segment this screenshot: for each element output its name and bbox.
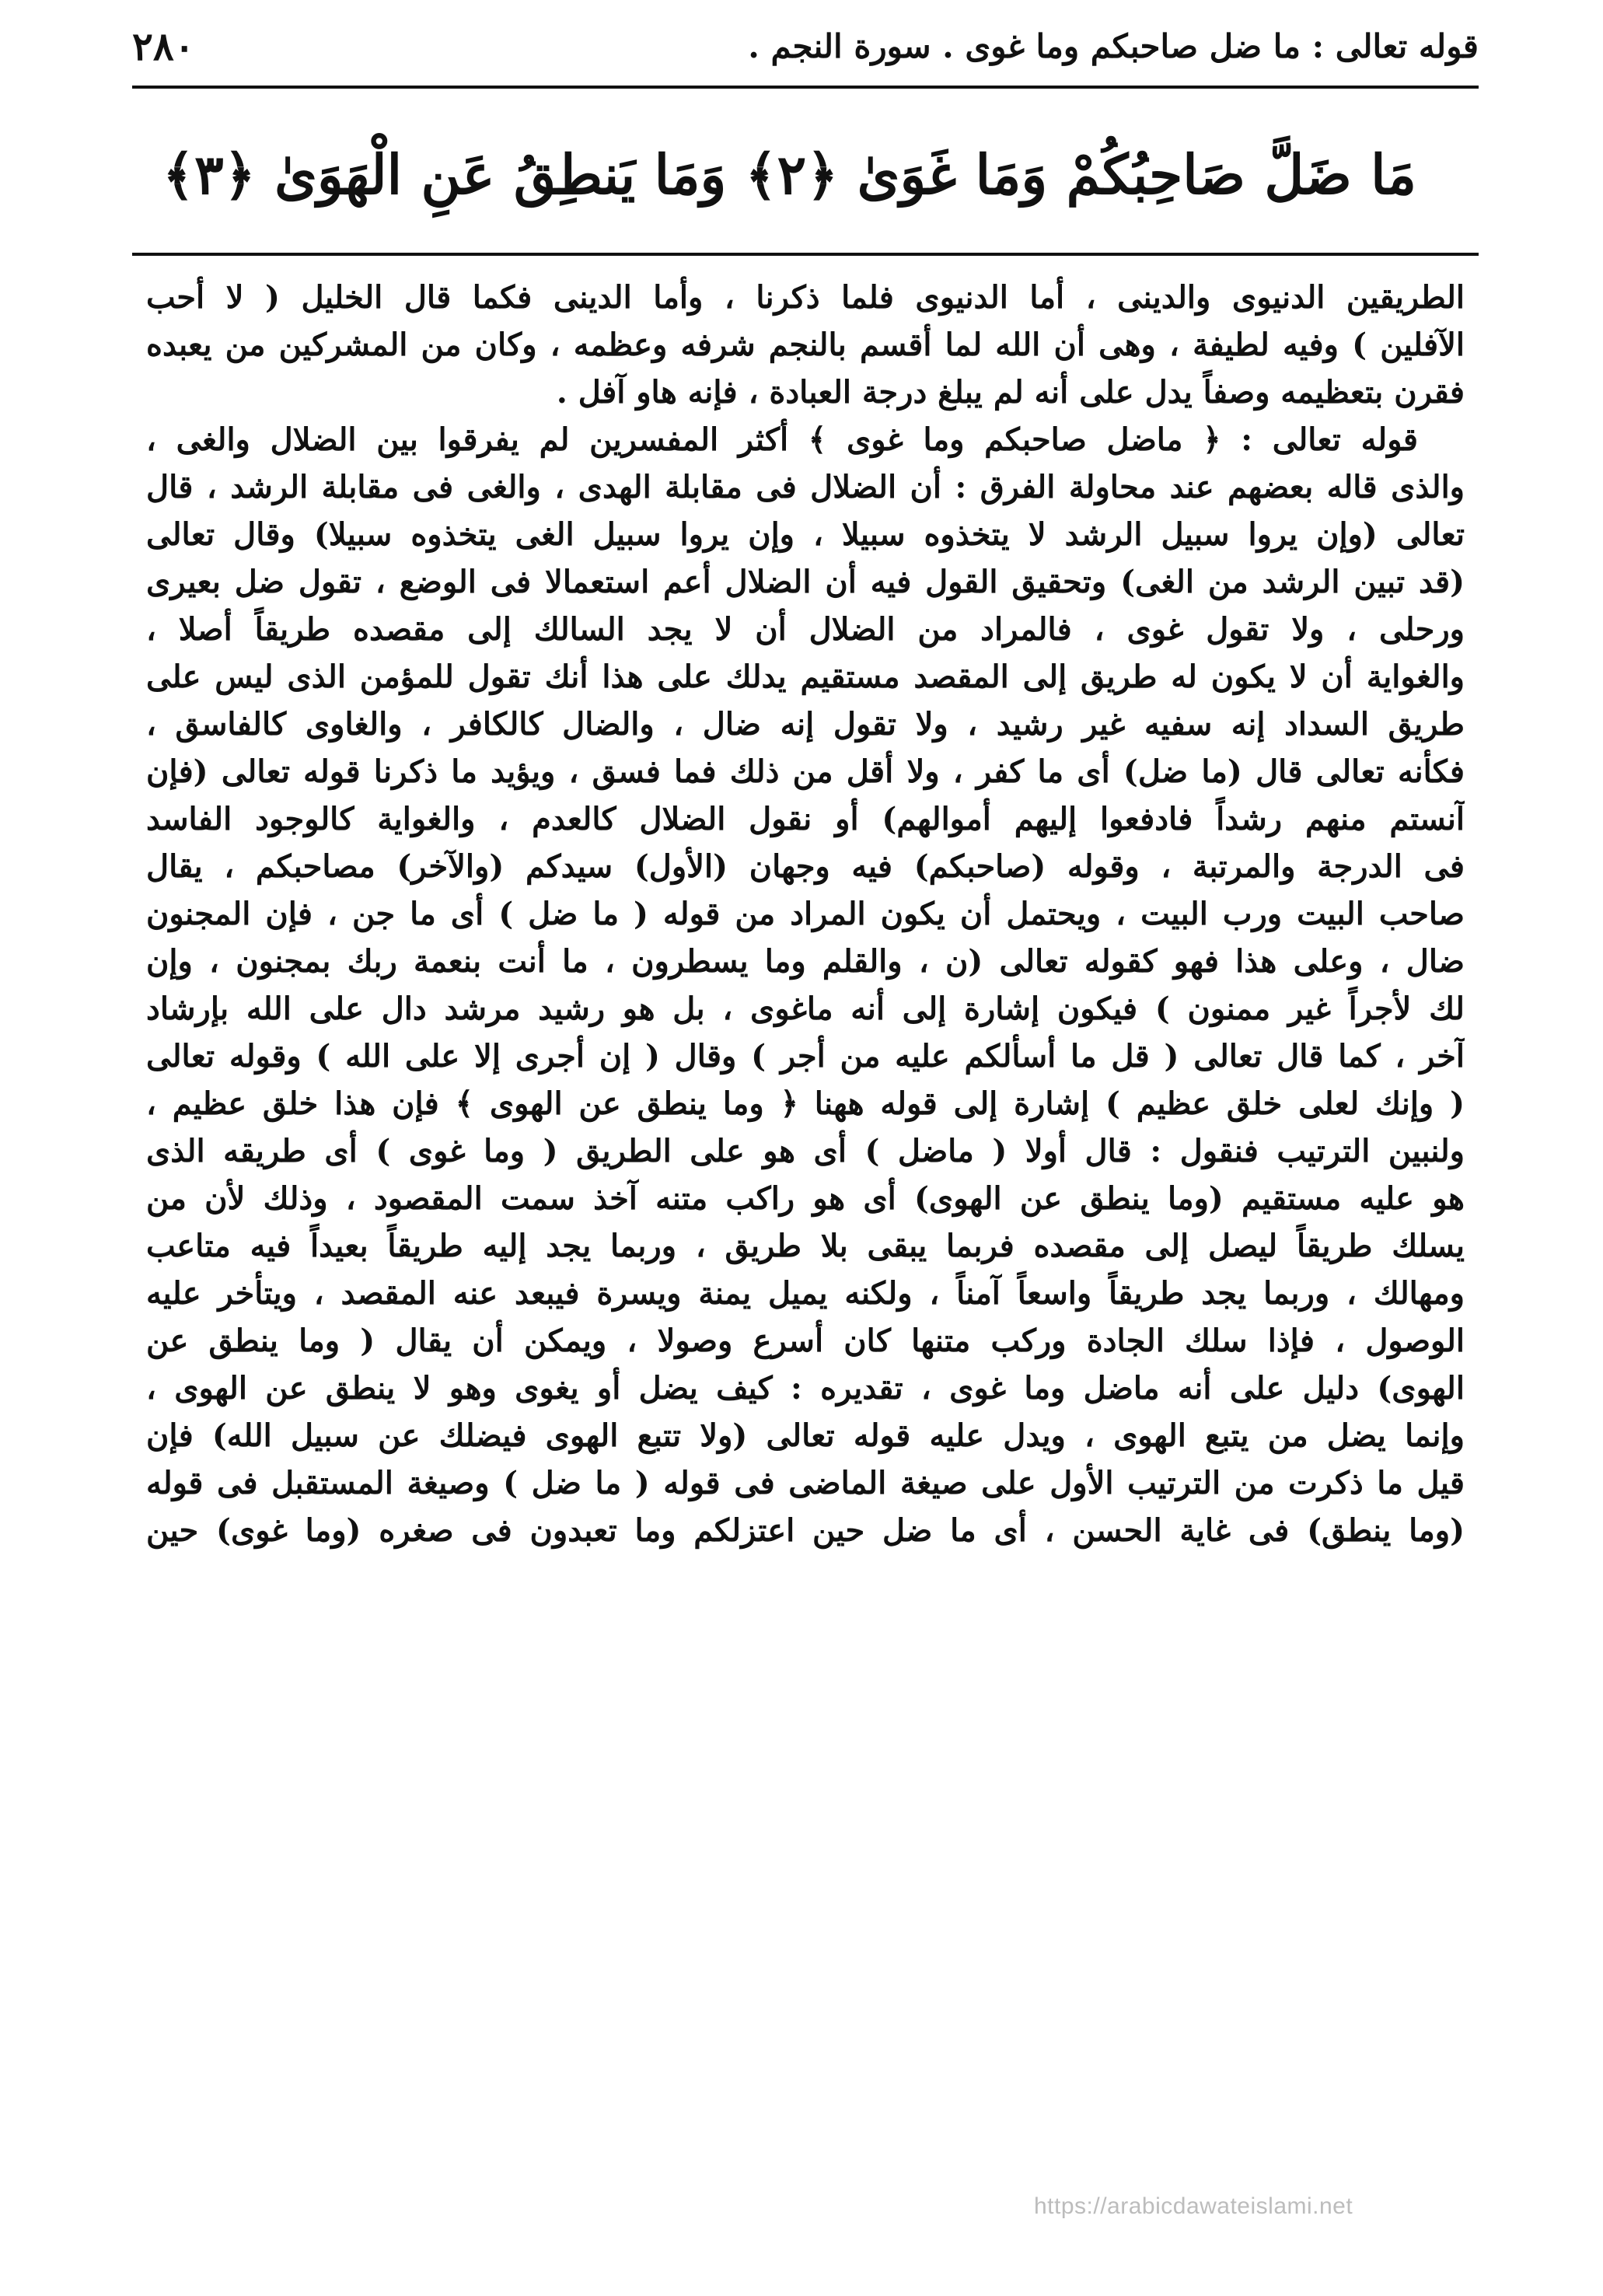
text-line: فقرن بتعظيمه وصفاً يدل على أنه لم يبلغ درجة العبادة ، فإنه هاو آفل . — [556, 374, 1465, 411]
running-head — [132, 23, 1479, 70]
text-line: ومهالك ، وربما يجد طريقاً واسعاً آمناً ، ولكنه يميل يمنة ويسرة فيبعد عنه المقصد ، ويتأخر عليه — [146, 1275, 1465, 1312]
text-line: قيل ما ذكرت من الترتيب الأول على صيغة الماضى فى قوله ( ما ضل ) وصيغة المستقبل فى قوله — [146, 1465, 1465, 1501]
text-line: الطريقين الدنيوى والدينى ، أما الدنيوى فلما ذكرنا ، وأما الدينى فكما قال الخليل ( لا أحب — [146, 279, 1465, 316]
text-line: وإنما يضل من يتبع الهوى ، ويدل عليه قوله تعالى (ولا تتبع الهوى فيضلك عن سبيل الله) فإن — [146, 1417, 1465, 1454]
page-number: ٢٨٠ — [132, 23, 195, 69]
running-head-title: قوله تعالى : ما ضل صاحبكم وما غوى . سورة النجم . — [748, 27, 1479, 65]
text-line: (قد تبين الرشد من الغى) وتحقيق القول فيه أن الضلال أعم استعمالا فى الوضع ، تقول ضل بعيرى — [146, 564, 1465, 600]
text-line: الوصول ، فإذا سلك الجادة وركب متنها كان أسرع وصولا ، ويمكن أن يقال ( وما ينطق عن — [146, 1323, 1465, 1359]
text-line: آنستم منهم رشداً فادفعوا إليهم أموالهم) أو نقول الضلال كالعدم ، والغواية كالوجود الفاسد — [146, 801, 1465, 837]
verse-rule — [132, 253, 1479, 256]
text-line: يسلك طريقاً ليصل إلى مقصده فربما يبقى بلا طريق ، وربما يجد إليه طريقاً بعيداً فيه متاعب — [146, 1228, 1465, 1264]
text-line: لك لأجراً غير ممنون ) فيكون إشارة إلى أنه ماغوى ، بل هو رشيد مرشد دال على الله بإرشاد — [146, 991, 1465, 1027]
text-line: آخر ، كما قال تعالى ( قل ما أسألكم عليه من أجر ) وقال ( إن أجرى إلا على الله ) وقوله تعالى — [146, 1038, 1465, 1075]
text-line: ورحلى ، ولا تقول غوى ، فالمراد من الضلال أن لا يجد السالك إلى مقصده طريقاً أصلا ، — [146, 611, 1465, 648]
text-line: ضال ، وعلى هذا فهو كقوله تعالى (ن ، والقلم وما يسطرون ، ما أنت بنعمة ربك بمجنون ، وإن — [146, 943, 1465, 980]
text-line: ولنبين الترتيب فنقول : قال أولا ( ماضل ) أى هو على الطريق ( وما غوى ) أى طريقه الذى — [146, 1133, 1465, 1169]
text-line: الهوى) دليل على أنه ماضل وما غوى ، تقديره : كيف يضل أو يغوى وهو لا ينطق عن الهوى ، — [146, 1370, 1465, 1407]
text-line: قوله تعالى : ﴿ ماضل صاحبكم وما غوى ﴾ أكثر المفسرين لم يفرقوا بين الضلال والغى ، — [146, 421, 1418, 458]
text-line: والذى قاله بعضهم عند محاولة الفرق : أن الضلال فى مقابلة الهدى ، والغى فى مقابلة الرشد ، قال — [146, 469, 1465, 505]
commentary-body — [146, 274, 1465, 1554]
text-line: طريق السداد إنه سفيه غير رشيد ، ولا تقول إنه ضال ، والضال كالكافر ، والغاوى كالفاسق ، — [146, 706, 1465, 743]
text-line: تعالى (وإن يروا سبيل الرشد لا يتخذوه سبيلا ، وإن يروا سبيل الغى يتخذوه سبيلا) وقال تعالى — [146, 516, 1465, 553]
text-line: فكأنه تعالى قال (ما ضل) أى ما كفر ، ولا أقل من ذلك فما فسق ، ويؤيد ما ذكرنا قوله تعالى (فإن — [146, 753, 1465, 790]
text-line: هو عليه مستقيم (وما ينطق عن الهوى) أى هو راكب متنه آخذ سمت المقصود ، وذلك لأن من — [146, 1180, 1465, 1217]
source-watermark: https://arabicdawateislami.net — [1034, 2193, 1353, 2219]
text-line: (وما ينطق) فى غاية الحسن ، أى ما ضل حين اعتزلكم وما تعبدون فى صغره (وما غوى) حين — [146, 1512, 1465, 1549]
text-line: ( وإنك لعلى خلق عظيم ) إشارة إلى قوله ههنا ﴿ وما ينطق عن الهوى ﴾ فإن هذا خلق عظيم ، — [146, 1085, 1465, 1122]
text-line: صاحب البيت ورب البيت ، ويحتمل أن يكون المراد من قوله ( ما ضل ) أى ما جن ، فإن المجنون — [146, 896, 1465, 932]
text-line: والغواية أن لا يكون له طريق إلى المقصد مستقيم يدلك على هذا أنك تقول للمؤمن الذى ليس على — [146, 659, 1465, 695]
quran-verse: مَا ضَلَّ صَاحِبُكُمْ وَمَا غَوَىٰ ﴿٢﴾ وَمَا يَنطِقُ عَنِ الْهَوَىٰ ﴿٣﴾ — [162, 142, 1416, 207]
text-line: فى الدرجة والمرتبة ، وقوله (صاحبكم) فيه وجهان (الأول) سيدكم (والآخر) مصاحبكم ، يقال — [146, 848, 1465, 885]
text-line: الآفلين ) وفيه لطيفة ، وهى أن الله لما أقسم بالنجم شرفه وعظمه ، وكان من المشركين من يعبده — [146, 327, 1465, 363]
header-rule — [132, 86, 1479, 89]
